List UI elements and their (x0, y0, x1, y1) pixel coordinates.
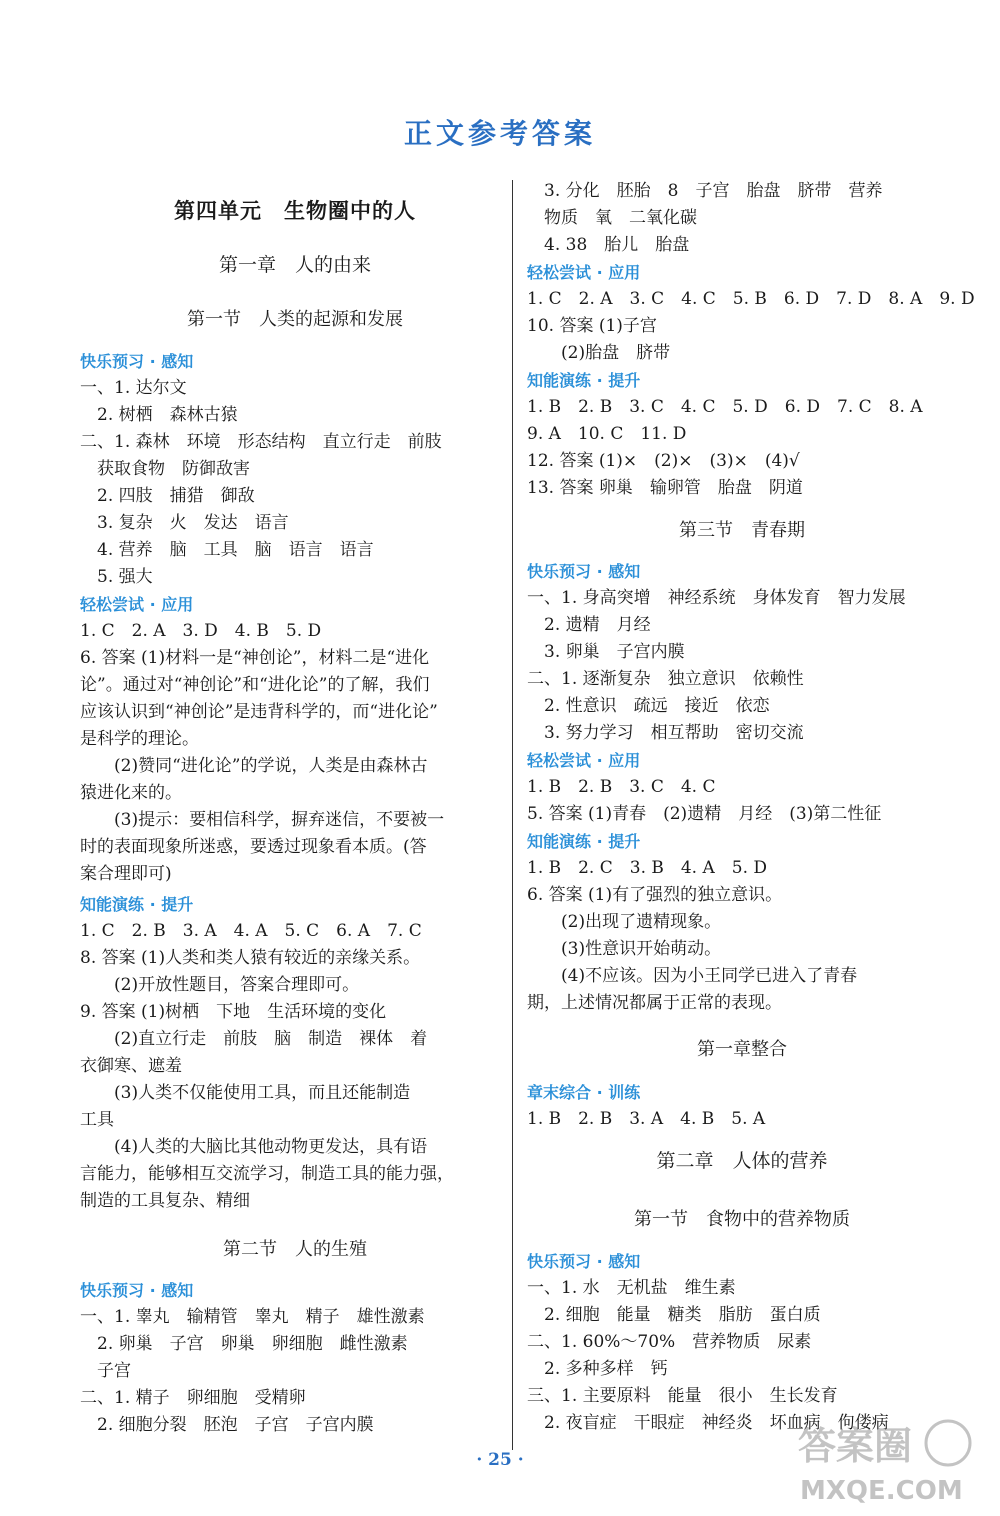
subsection-label: 轻松尝试 · 应用 (527, 751, 641, 770)
page-number-value: 25 (488, 1450, 512, 1470)
answer-line: (2)赞同“进化论”的学说，人类是由森林古 (80, 756, 428, 776)
subsection-label: 快乐预习 · 感知 (80, 1281, 194, 1300)
answer-line: 制造的工具复杂、精细 (80, 1191, 250, 1211)
answer-line: 1. B 2. C 3. B 4. A 5. D (527, 858, 768, 878)
page-title: 正文参考答案 (403, 117, 596, 150)
answer-line: 2. 多种多样 钙 (527, 1359, 668, 1379)
answer-line: (2)胎盘 脐带 (527, 343, 671, 363)
answer-line: 物质 氧 二氧化碳 (527, 208, 697, 228)
answer-line: 2. 遗精 月经 (527, 615, 651, 635)
answer-line: 获取食物 防御敌害 (80, 459, 250, 479)
answer-line: 1. B 2. B 3. C 4. C 5. D 6. D 7. C 8. A (527, 397, 923, 417)
answer-line: 二、1. 森林 环境 形态结构 直立行走 前肢 (80, 432, 442, 452)
answer-line: 10. 答案 (1)子宫 (527, 316, 657, 336)
answer-line: 应该认识到“神创论”是违背科学的，而“进化论” (80, 702, 438, 722)
answer-line: 一、1. 身高突增 神经系统 身体发育 智力发展 (527, 588, 906, 608)
answer-line: 期，上述情况都属于正常的表现。 (527, 993, 782, 1013)
answer-line: 1. C 2. B 3. A 4. A 5. C 6. A 7. C (80, 921, 422, 941)
answer-line: 5. 答案 (1)青春 (2)遗精 月经 (3)第二性征 (527, 804, 882, 824)
subsection-label: 知能演练 · 提升 (527, 832, 641, 851)
answer-line: 6. 答案 (1)有了强烈的独立意识。 (527, 885, 783, 905)
column-divider (512, 180, 513, 1450)
answer-line: 论”。通过对“神创论”和“进化论”的了解，我们 (80, 675, 430, 695)
answer-line: (4)不应该。因为小王同学已进入了青春 (527, 966, 858, 986)
section-heading: 第一节 人类的起源和发展 (187, 309, 403, 330)
subsection-label: 快乐预习 · 感知 (527, 1252, 641, 1271)
answer-line: 衣御寒、遮羞 (80, 1056, 182, 1076)
answer-line: 猿进化来的。 (80, 783, 182, 803)
subsection-label: 快乐预习 · 感知 (527, 562, 641, 581)
answer-line: 2. 性意识 疏远 接近 依恋 (527, 696, 770, 716)
answer-line: 2. 夜盲症 干眼症 神经炎 坏血病 佝偻病 (527, 1413, 889, 1433)
answer-line: 案合理即可) (80, 864, 172, 884)
answer-line: 8. 答案 (1)人类和类人猿有较近的亲缘关系。 (80, 948, 421, 968)
answer-line: (3)性意识开始萌动。 (527, 939, 722, 959)
answer-line: 言能力，能够相互交流学习，制造工具的能力强， (80, 1164, 454, 1184)
watermark-logo (788, 1413, 978, 1508)
answer-line: 时的表面现象所迷惑，要透过现象看本质。(答 (80, 837, 427, 857)
answer-line: 3. 努力学习 相互帮助 密切交流 (527, 723, 804, 743)
answer-line: 13. 答案 卵巢 输卵管 胎盘 阴道 (527, 478, 803, 498)
answer-line: 12. 答案 (1)× (2)× (3)× (4)√ (527, 451, 800, 471)
answer-line: (2)开放性题目，答案合理即可。 (80, 975, 360, 995)
answer-line: 一、1. 睾丸 输精管 睾丸 精子 雄性激素 (80, 1307, 425, 1327)
chapter-heading: 第一章 人的由来 (218, 254, 371, 276)
answer-line: (2)直立行走 前肢 脑 制造 裸体 着 (80, 1029, 428, 1049)
answer-line: 2. 树栖 森林古猿 (80, 405, 238, 425)
subsection-label: 快乐预习 · 感知 (80, 352, 194, 371)
answer-line: 1. C 2. A 3. C 4. C 5. B 6. D 7. D 8. A 9. D (527, 289, 975, 309)
answer-line: 三、1. 主要原料 能量 很小 生长发育 (527, 1386, 838, 1406)
subsection-label: 轻松尝试 · 应用 (527, 263, 641, 282)
answer-line: 二、1. 逐渐复杂 独立意识 依赖性 (527, 669, 804, 689)
answer-line: (2)出现了遗精现象。 (527, 912, 722, 932)
section-heading: 第一节 食物中的营养物质 (634, 1209, 850, 1230)
answer-line: 二、1. 精子 卵细胞 受精卵 (80, 1388, 306, 1408)
answer-line: 1. B 2. B 3. C 4. C (527, 777, 716, 797)
answer-line: 2. 四肢 捕猎 御敌 (80, 486, 255, 506)
answer-line: 9. 答案 (1)树栖 下地 生活环境的变化 (80, 1002, 387, 1022)
section-heading: 第一章整合 (697, 1039, 787, 1060)
watermark-text: 答案圈 (798, 1424, 913, 1468)
answer-line: 2. 卵巢 子宫 卵巢 卵细胞 雌性激素 (80, 1334, 408, 1354)
answer-line: (3)人类不仅能使用工具，而且还能制造 (80, 1083, 411, 1103)
section-heading: 第三节 青春期 (679, 520, 805, 541)
answer-line: 二、1. 60%～70% 营养物质 尿素 (527, 1332, 812, 1352)
answer-line: 9. A 10. C 11. D (527, 424, 687, 444)
answer-line: 2. 细胞分裂 胚泡 子宫 子宫内膜 (80, 1415, 374, 1435)
answer-line: 4. 营养 脑 工具 脑 语言 语言 (80, 540, 374, 560)
answer-line: (4)人类的大脑比其他动物更发达，具有语 (80, 1137, 428, 1157)
answer-line: 5. 强大 (80, 567, 153, 587)
section-heading: 第二节 人的生殖 (223, 1239, 367, 1260)
answer-line: 工具 (80, 1110, 114, 1130)
answer-line: 一、1. 达尔文 (80, 378, 187, 398)
answer-line: 子宫 (80, 1361, 131, 1381)
subsection-label: 知能演练 · 提升 (80, 895, 194, 914)
page-number: · 25 · (476, 1450, 524, 1470)
answer-line: (3)提示：要相信科学，摒弃迷信，不要被一 (80, 810, 445, 830)
watermark-ring-icon (926, 1421, 970, 1465)
answer-line: 3. 分化 胚胎 8 子宫 胎盘 脐带 营养 (527, 181, 883, 201)
unit-heading: 第四单元 生物圈中的人 (174, 198, 416, 223)
answer-line: 2. 细胞 能量 糖类 脂肪 蛋白质 (527, 1305, 821, 1325)
subsection-label: 轻松尝试 · 应用 (80, 595, 194, 614)
answer-line: 1. B 2. B 3. A 4. B 5. A (527, 1109, 766, 1129)
subsection-label: 知能演练 · 提升 (527, 371, 641, 390)
answer-line: 是科学的理论。 (80, 729, 199, 749)
answer-line: 3. 复杂 火 发达 语言 (80, 513, 289, 533)
answer-line: 1. C 2. A 3. D 4. B 5. D (80, 621, 322, 641)
subsection-label: 章末综合 · 训练 (527, 1083, 641, 1102)
watermark-url: MXQE.COM (800, 1476, 963, 1506)
answer-line: 4. 38 胎儿 胎盘 (527, 235, 690, 255)
answer-line: 3. 卵巢 子宫内膜 (527, 642, 685, 662)
chapter-heading: 第二章 人体的营养 (656, 1150, 828, 1172)
answer-line: 6. 答案 (1)材料一是“神创论”，材料二是“进化 (80, 648, 430, 668)
answer-line: 一、1. 水 无机盐 维生素 (527, 1278, 736, 1298)
